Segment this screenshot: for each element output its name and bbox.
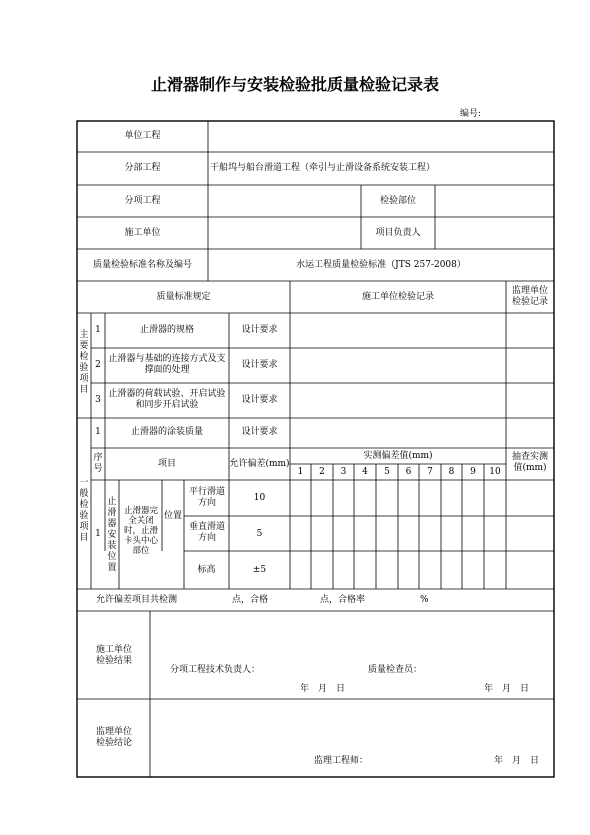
col-4: 4 [362,467,368,477]
standard-name-label: 质量检验标准名称及编号 [92,260,192,270]
position-label: 位置 [163,511,182,521]
sample-header: 抽查实测值(mm) [511,452,548,473]
quality-standard-header: 质量标准规定 [156,292,211,302]
summary-text-1: 允许偏差项目共检测 [96,595,178,605]
construction-date-1: 年 月 日 [300,684,346,694]
construction-date-2: 年 月 日 [484,684,530,694]
tech-leader-label: 分项工程技术负责人： [170,665,261,675]
standard-name-value: 水运工程质量检验标准（JTS 257-2008） [296,260,466,270]
sub-item-desc: 止滑器完全关闭时，止滑卡头中心部位 [123,506,158,556]
vertical-value: 5 [256,529,263,539]
unit-project-label: 单位工程 [124,131,161,141]
elevation-value: ±5 [252,565,267,575]
supervision-record-header-2: 检验记录 [511,297,548,307]
construction-record-header: 施工单位检验记录 [361,292,434,302]
col-5: 5 [384,467,390,477]
construction-unit-label: 施工单位 [124,228,161,238]
main-item-3-name: 止滑器的荷载试验、开启试验和同步开启试验 [108,389,226,410]
general-item-1-no: 1 [95,427,101,437]
general-item-1-name: 止滑器的涂装质量 [130,427,203,437]
sub-project-label: 分项工程 [124,196,161,206]
tolerance-header: 允许偏差(mm) [229,459,290,469]
elevation-label: 标高 [197,565,216,575]
main-item-2-no: 2 [95,360,101,370]
col-2: 2 [319,467,325,477]
sub-item-name: 止滑器安装位置 [107,497,117,573]
col-6: 6 [405,467,412,477]
main-item-2-name: 止滑器与基础的连接方式及支撑面的处理 [108,354,226,375]
sub-item-no: 1 [95,529,101,539]
main-item-3-no: 3 [95,395,101,405]
summary-text-3: 点，合格率 [320,595,366,605]
parallel-label: 平行滑道方向 [188,487,225,508]
supervision-record-header-1: 监理单位 [511,286,548,296]
construction-result-label: 施工单位检验结果 [95,645,132,666]
inspector-label: 质量检查员： [368,665,423,675]
main-item-1-req: 设计要求 [241,325,278,335]
general-items-label: 一般检验项目 [79,478,89,543]
main-item-3-req: 设计要求 [241,395,278,405]
page-title: 止滑器制作与安装检验批质量检验记录表 [150,75,439,94]
main-item-1-no: 1 [95,325,101,335]
supervision-date: 年 月 日 [494,756,540,766]
engineer-label: 监理工程师： [314,756,369,766]
inspection-part-label: 检验部位 [379,196,416,206]
division-project-value: 干船坞与船台滑道工程（牵引与止滑设备系统安装工程） [210,163,436,173]
supervision-result-label: 监理单位检验结论 [95,727,132,748]
summary-text-2: 点，合格 [232,595,269,605]
col-9: 9 [470,467,476,477]
item-header: 项目 [157,459,176,469]
summary-text-4: % [420,595,429,605]
col-10: 10 [489,467,501,477]
division-project-label: 分部工程 [124,163,161,173]
parallel-value: 10 [253,493,266,503]
measured-header: 实测偏差值(mm) [363,451,433,461]
main-item-2-req: 设计要求 [241,360,278,370]
col-8: 8 [448,467,455,477]
number-label: 编号: [460,109,482,119]
seq-header: 序号 [93,453,103,474]
main-items-label: 主要检验项目 [79,330,89,395]
main-item-1-name: 止滑器的规格 [139,325,194,335]
project-leader-label: 项目负责人 [375,228,421,238]
vertical-label: 垂直滑道方向 [188,522,225,543]
general-item-1-req: 设计要求 [241,427,278,437]
col-1: 1 [297,467,304,477]
col-7: 7 [427,467,433,477]
col-3: 3 [340,467,347,477]
